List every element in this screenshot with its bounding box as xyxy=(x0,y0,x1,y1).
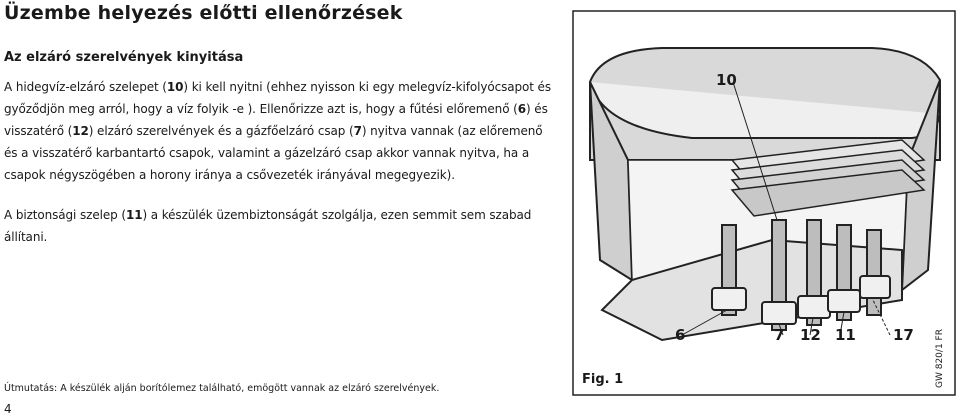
callout-7: 7 xyxy=(774,326,785,344)
callout-10: 10 xyxy=(716,71,737,89)
footnote: Útmutatás: A készülék alján borítólemez található, emögött vannak az elzáró szerelvények. xyxy=(4,383,440,394)
section-heading: Az elzáró szerelvények kinyitása xyxy=(4,50,244,65)
page-number: 4 xyxy=(4,402,12,416)
callout-6: 6 xyxy=(675,326,686,344)
callout-11: 11 xyxy=(835,326,856,344)
safety-valve-paragraph: A biztonsági szelep (11) a készülék üzembiztonságát szolgálja, ezen semmit sem szabad állítani. xyxy=(4,208,532,244)
callout-12: 12 xyxy=(800,326,821,344)
figure-code: GW 820/1 FR xyxy=(935,329,945,388)
instruction-paragraph: A hidegvíz-elzáró szelepet (10) ki kell nyitni (ehhez nyisson ki egy melegvíz-kifolyócsapot és győződjön meg arról, hogy a víz folyik -e ). Ellenőrizze azt is, hogy a fűtési előremenő (6) és visszatérő (12) elzáró szerelvények és a gázfőelzáró csap (7) nyitva vannak (az előremenő és a visszatérő karbantartó csapok, valamint a gázelzáró csap akkor vannak nyitva, ha a csapok négyszögében a horony iránya a csővezeték irányával megegyezik). xyxy=(4,80,551,182)
callout-17: 17 xyxy=(893,326,914,344)
figure-caption: Fig. 1 xyxy=(582,372,624,387)
page-title: Üzembe helyezés előtti ellenőrzések xyxy=(4,2,403,24)
